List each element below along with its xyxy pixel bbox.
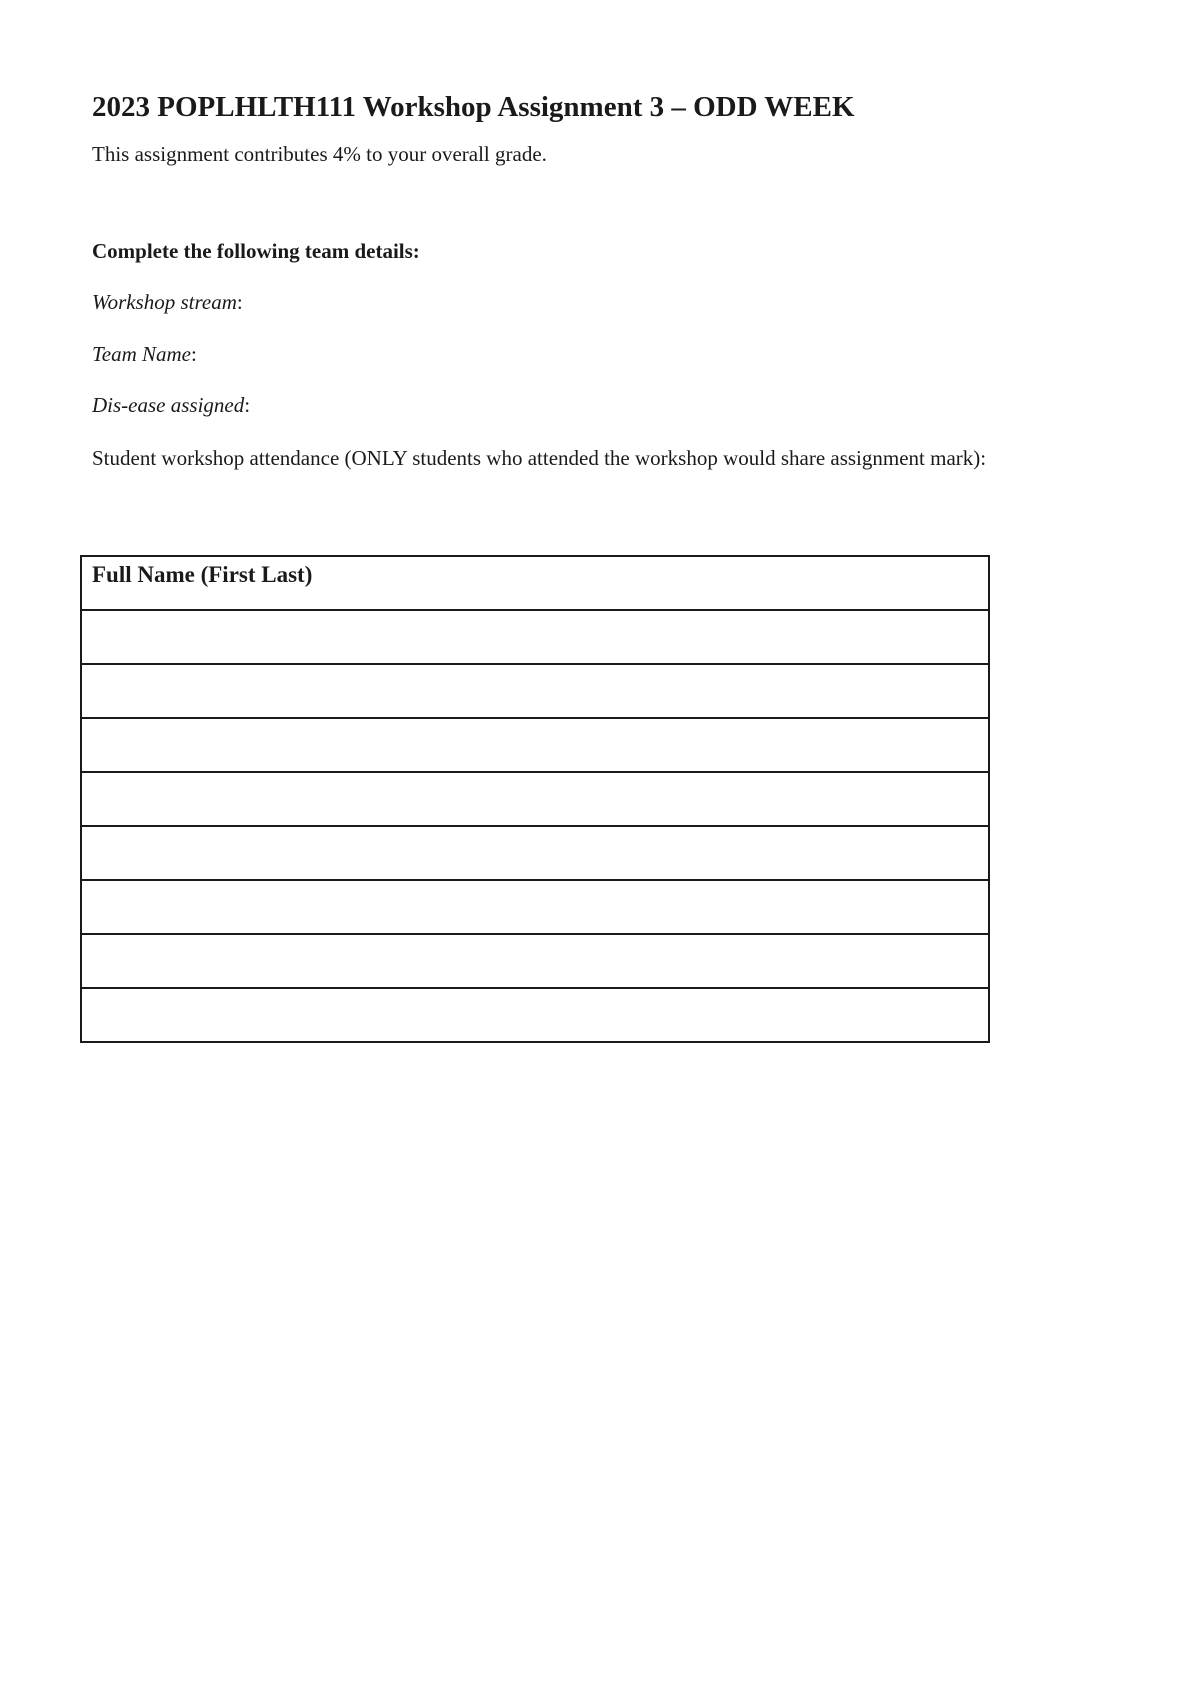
- table-row: [81, 880, 989, 934]
- table-row: [81, 664, 989, 718]
- name-cell[interactable]: [81, 610, 989, 664]
- intro-text: This assignment contributes 4% to your overall grade.: [92, 141, 547, 166]
- table-header-row: [81, 556, 989, 610]
- table-row: [81, 934, 989, 988]
- name-cell[interactable]: [81, 934, 989, 988]
- name-cell[interactable]: [81, 880, 989, 934]
- table-row: [81, 772, 989, 826]
- name-cell[interactable]: [81, 772, 989, 826]
- name-cell[interactable]: [81, 988, 989, 1042]
- name-cell[interactable]: [81, 664, 989, 718]
- disease-assigned-colon: :: [244, 392, 251, 417]
- name-cell[interactable]: [81, 718, 989, 772]
- table-row: [81, 718, 989, 772]
- disease-assigned-field: [92, 392, 1092, 419]
- team-name-colon: :: [190, 341, 197, 366]
- workshop-stream-field: [92, 289, 1092, 316]
- document-title: 2023 POPLHLTH111 Workshop Assignment 3 – ODD WEEK: [92, 91, 855, 123]
- team-name-field: [92, 341, 1092, 368]
- full-name-header: Full Name (First Last): [81, 556, 989, 610]
- team-details-heading: Complete the following team details:: [92, 239, 420, 264]
- attendance-note: Student workshop attendance (ONLY students who attended the workshop would share assignment mark):: [92, 446, 987, 471]
- table-row: [81, 826, 989, 880]
- table-row: [81, 988, 989, 1042]
- workshop-stream-label: Workshop stream: [92, 290, 237, 315]
- team-name-label: Team Name: [92, 341, 191, 366]
- workshop-stream-colon: :: [236, 290, 243, 315]
- attendance-table: [80, 555, 990, 1043]
- name-cell[interactable]: [81, 826, 989, 880]
- document-page: [92, 90, 1092, 499]
- disease-assigned-label: Dis-ease assigned: [92, 392, 245, 417]
- table-row: [81, 610, 989, 664]
